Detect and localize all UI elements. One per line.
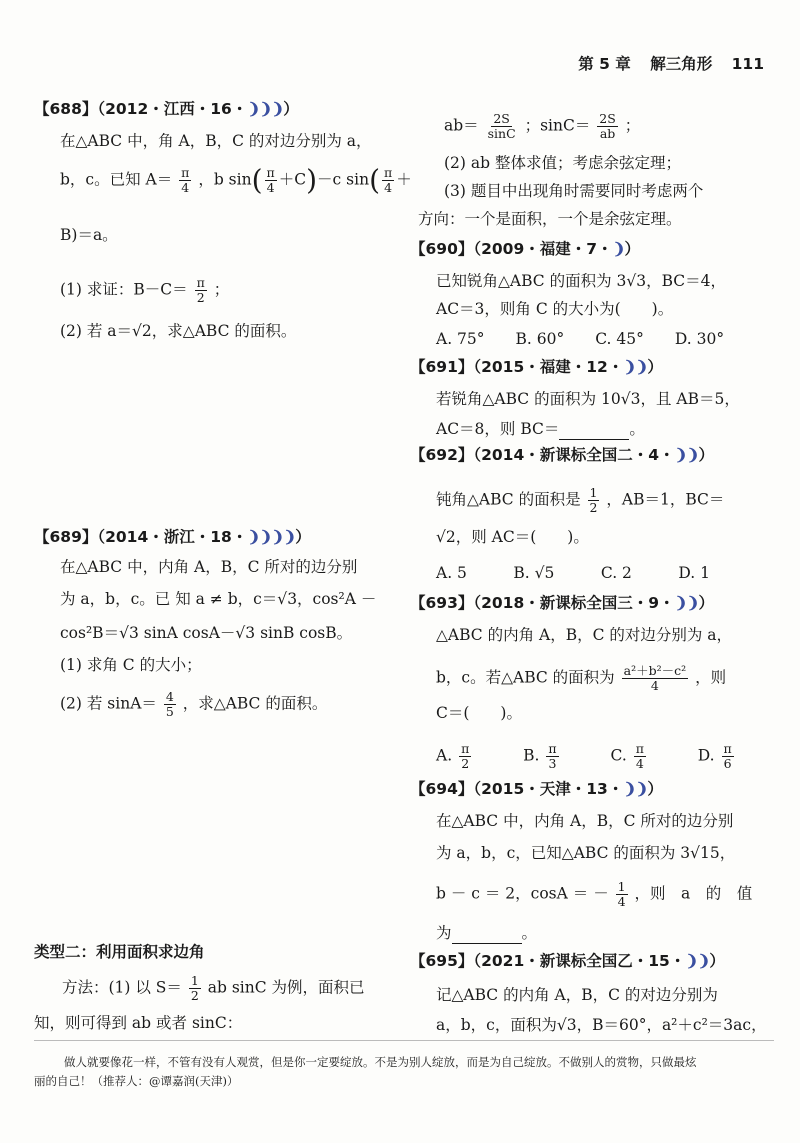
problem-690-options: A. 75° B. 60° C. 45° D. 30°: [436, 330, 725, 348]
method-text: (2) ab 整体求值；考虑余弦定理；: [444, 154, 681, 172]
problem-688-header: 【688】（2012・江西・16・❩❩❩）: [34, 99, 299, 118]
fraction: [634, 742, 646, 771]
fraction-denominator: 4: [650, 678, 659, 693]
problem-source: （2018・新课标全国三・9・: [473, 594, 675, 612]
text-run: ab＝: [444, 116, 479, 135]
problem-id: 【692】: [410, 446, 474, 464]
problem-689-text: cos²B＝√3 sinA cosA－√3 sinB cosB。: [60, 624, 353, 642]
text-run: ，AB＝1，BC＝: [606, 490, 725, 509]
footer-divider: [34, 1040, 774, 1041]
problem-693-header: 【693】（2018・新课标全国三・9・❩❩）: [410, 593, 715, 612]
answer-blank: [559, 425, 629, 440]
problem-688-question-1: [60, 276, 229, 305]
problem-694-text: 在△ABC 中，内角 A，B，C 所对的边分别: [436, 812, 734, 830]
problem-692-options: A. 5 B. √5 C. 2 D. 1: [436, 564, 711, 582]
fraction: [722, 742, 734, 771]
footer-line: 丽的自己！（推荐人：@谭嘉润(天津)）: [34, 1074, 239, 1088]
fraction-denominator: 2: [589, 500, 598, 515]
fraction-numerator: π: [181, 165, 190, 180]
problem-690-header: 【690】（2009・福建・7・❩）: [410, 239, 641, 258]
problem-source: （2014・新课标全国二・4・: [473, 446, 675, 464]
fraction-denominator: 4: [635, 756, 644, 771]
fraction: [189, 974, 201, 1003]
fraction-numerator: π: [635, 741, 644, 756]
method-formula: [444, 112, 640, 141]
text-run: (1) 求证：B－C＝: [60, 280, 188, 299]
option-label: B.: [523, 746, 540, 765]
problem-source: （2015・福建・12・: [473, 358, 624, 376]
fraction: [164, 690, 176, 719]
option-label: C.: [610, 746, 627, 765]
problem-688-text: 在△ABC 中，角 A，B，C 的对边分别为 a，: [60, 132, 372, 150]
difficulty-icon: ❩: [612, 239, 625, 258]
fraction-denominator: 4: [384, 180, 393, 195]
fraction: [195, 276, 207, 305]
problem-689-text: 为 a，b，c。已 知 a ≠ b，c＝√3，cos²A －: [60, 590, 377, 608]
text-run: b － c ＝ 2，cosA ＝ －: [436, 884, 609, 903]
problem-692-text: [436, 486, 724, 515]
problem-source: （2009・福建・7・: [473, 240, 613, 258]
problem-688-question-2: (2) 若 a＝√2，求△ABC 的面积。: [60, 322, 297, 340]
problem-688-text: B)＝a。: [60, 226, 118, 244]
text-run: 钝角△ABC 的面积是: [436, 490, 581, 509]
problem-693-options: [436, 742, 736, 771]
problem-694-header: 【694】（2015・天津・13・❩❩）: [410, 779, 663, 798]
fraction: [622, 664, 689, 693]
problem-693-text: C＝( )。: [436, 704, 522, 722]
problem-692-text: √2，则 AC＝( )。: [436, 528, 589, 546]
fraction-numerator: 1: [617, 879, 626, 894]
problem-id: 【694】: [410, 780, 474, 798]
text-run: b，c。若△ABC 的面积为: [436, 668, 615, 687]
fraction-numerator: 2S: [493, 111, 510, 126]
problem-693-text: △ABC 的内角 A，B，C 的对边分别为 a，: [436, 626, 733, 644]
text-run: (2) 若 sinA＝: [60, 694, 157, 713]
fraction-numerator: 4: [165, 689, 174, 704]
text-run: ，则 a 的 值: [634, 884, 753, 903]
method-text: 知，则可得到 ab 或者 sinC：: [34, 1014, 243, 1032]
fraction: [459, 742, 471, 771]
problem-690-text: AC＝3，则角 C 的大小为( )。: [436, 300, 674, 318]
chapter-title: 解三角形: [650, 55, 713, 73]
fraction-denominator: sinC: [487, 126, 516, 141]
fraction-numerator: π: [196, 275, 205, 290]
option-label: A.: [436, 746, 453, 765]
fraction-numerator: π: [723, 741, 732, 756]
fraction: [616, 880, 628, 909]
fraction-numerator: π: [548, 741, 557, 756]
fraction-denominator: 2: [461, 756, 470, 771]
problem-694-text: [436, 880, 752, 909]
difficulty-icon: ❩❩: [623, 779, 648, 798]
text-run: ＋C: [278, 170, 307, 189]
problem-689-question-2: [60, 690, 327, 719]
difficulty-icon: ❩❩: [674, 445, 699, 464]
difficulty-icon: ❩❩: [623, 357, 648, 376]
problem-695-header: 【695】（2021・新课标全国乙・15・❩❩）: [410, 951, 725, 970]
problem-695-text: 记△ABC 的内角 A，B，C 的对边分别为: [436, 986, 718, 1004]
problem-id: 【690】: [410, 240, 474, 258]
page-number: 111: [731, 55, 764, 73]
problem-689-question-1: (1) 求角 C 的大小；: [60, 656, 202, 674]
fraction-denominator: ab: [599, 126, 616, 141]
fraction-numerator: 1: [190, 973, 199, 988]
fraction-numerator: 2S: [599, 111, 616, 126]
page-header: [578, 52, 764, 74]
problem-690-text: 已知锐角△ABC 的面积为 3√3，BC＝4，: [436, 272, 727, 290]
fraction-numerator: π: [384, 165, 393, 180]
fraction: [179, 166, 191, 195]
method-text: [62, 974, 365, 1003]
fraction-numerator: π: [461, 741, 470, 756]
text-run: ；sinC＝: [524, 116, 591, 135]
fraction-denominator: 2: [190, 988, 199, 1003]
text-run: ab sinC 为例，面积已: [207, 978, 365, 997]
problem-id: 【688】: [34, 100, 98, 118]
fraction-numerator: π: [266, 165, 275, 180]
text-run: ，则: [695, 668, 727, 687]
footer-quote: [34, 1053, 764, 1091]
text-run: 。: [521, 924, 538, 942]
option-label: D.: [697, 746, 715, 765]
problem-id: 【691】: [410, 358, 474, 376]
text-run: 方法：(1) 以 S＝: [62, 978, 182, 997]
problem-691-text: [436, 418, 645, 440]
fraction: [265, 166, 277, 195]
problem-id: 【695】: [410, 952, 474, 970]
text-run: ；: [624, 116, 641, 135]
fraction: [588, 486, 600, 515]
problem-689-text: 在△ABC 中，内角 A，B，C 所对的边分别: [60, 558, 358, 576]
fraction-numerator: 1: [589, 485, 598, 500]
problem-source: （2015・天津・13・: [473, 780, 624, 798]
problem-693-text: [436, 664, 726, 693]
problem-694-text: 为 a，b，c，已知△ABC 的面积为 3√15，: [436, 844, 736, 862]
text-run: －c sin: [317, 170, 370, 189]
problem-source: （2014・浙江・18・: [97, 528, 248, 546]
difficulty-icon: ❩❩❩❩: [247, 527, 296, 546]
problem-694-text: [436, 922, 537, 944]
fraction-denominator: 5: [165, 704, 174, 719]
problem-692-header: 【692】（2014・新课标全国二・4・❩❩）: [410, 445, 715, 464]
difficulty-icon: ❩❩: [685, 951, 710, 970]
fraction: [546, 742, 558, 771]
fraction-denominator: 4: [181, 180, 190, 195]
answer-blank: [452, 929, 522, 944]
section-title: 类型二：利用面积求边角: [34, 943, 205, 961]
text-run: AC＝8，则 BC＝: [436, 420, 560, 438]
fraction-denominator: 4: [266, 180, 275, 195]
problem-id: 【693】: [410, 594, 474, 612]
chapter-label: 第 5 章: [578, 55, 631, 73]
text-run: ＋: [396, 170, 412, 189]
fraction-denominator: 4: [617, 894, 626, 909]
problem-689-header: 【689】（2014・浙江・18・❩❩❩❩）: [34, 527, 311, 546]
method-text: (3) 题目中出现角时需要同时考虑两个: [444, 182, 704, 200]
fraction-numerator: a²＋b²－c²: [623, 663, 687, 678]
text-run: ，b sin: [198, 170, 252, 189]
difficulty-icon: ❩❩❩: [247, 99, 284, 118]
problem-695-text: a，b，c，面积为√3，B＝60°，a²＋c²＝3ac，: [436, 1016, 767, 1034]
footer-line: 做人就要像花一样，不管有没有人观赏，但是你一定要绽放。不是为别人绽放，而是为自己绽放。不做别人的赏物，只做最炫: [64, 1055, 697, 1069]
problem-691-header: 【691】（2015・福建・12・❩❩）: [410, 357, 663, 376]
fraction: [486, 112, 518, 141]
text-run: 。: [629, 420, 645, 438]
problem-id: 【689】: [34, 528, 98, 546]
problem-source: （2012・江西・16・: [97, 100, 248, 118]
fraction-denominator: 2: [196, 290, 205, 305]
fraction: [382, 166, 394, 195]
method-text: 方向：一个是面积，一个是余弦定理。: [418, 210, 682, 228]
text-run: ，求△ABC 的面积。: [182, 694, 328, 713]
problem-source: （2021・新课标全国乙・15・: [473, 952, 686, 970]
difficulty-icon: ❩❩: [674, 593, 699, 612]
text-run: b，c。已知 A＝: [60, 170, 173, 189]
fraction: [597, 112, 618, 141]
text-run: 为: [436, 924, 452, 942]
problem-691-text: 若锐角△ABC 的面积为 10√3，且 AB＝5，: [436, 390, 740, 408]
text-run: ；: [213, 280, 230, 299]
fraction-denominator: 3: [548, 756, 557, 771]
problem-688-text: b，c。已知 A＝ $\frac{\pi}{4}$ ，b sin( $\frac{\pi}{4}$ ＋C)－c sin( $\frac{\pi}{4}$ ＋: [60, 163, 412, 197]
fraction-denominator: 6: [723, 756, 732, 771]
